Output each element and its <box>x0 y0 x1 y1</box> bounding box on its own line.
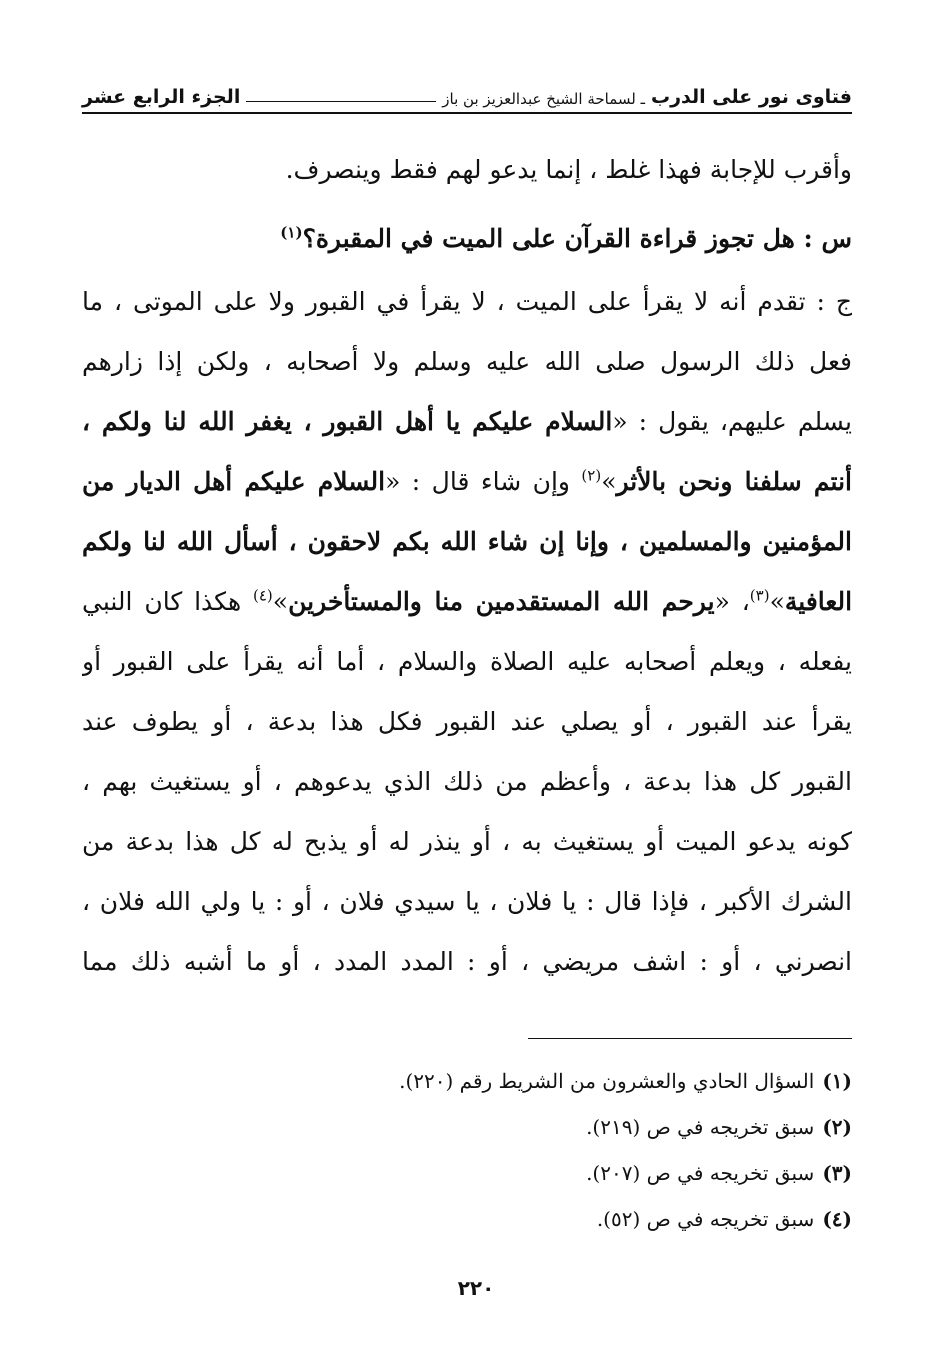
hadith-quote: يرحم الله المستقدمين منا والمستأخرين <box>288 587 715 616</box>
quote-close: » <box>769 587 785 616</box>
text-line <box>82 512 852 572</box>
hadith-quote: المؤمنين والمسلمين ، وإنا إن شاء الله بكم لاحقون ، أسأل الله لنا ولكم <box>82 527 852 556</box>
footnote-number: (٤) <box>822 1207 852 1231</box>
footnotes <box>82 1058 852 1242</box>
text-line <box>82 572 852 632</box>
author-name: ـ لسماحة الشيخ عبدالعزيز بن باز <box>442 90 645 108</box>
text-line: ج : تقدم أنه لا يقرأ على الميت ، لا يقرأ في القبور ولا على الموتى ، ما <box>82 287 852 316</box>
book-title: فتاوى نور على الدرب <box>651 86 852 108</box>
main-text <box>82 140 852 992</box>
footnote-number: (٣) <box>822 1161 852 1185</box>
footnote-text: السؤال الحادي والعشرون من الشريط رقم (٢٢٠). <box>399 1069 815 1093</box>
text-segment: هكذا كان النبي <box>82 587 253 616</box>
hadith-quote: السلام عليكم أهل الديار من <box>82 467 386 496</box>
text-segment: يسلم عليهم، يقول : « <box>612 407 852 436</box>
footnote-ref: (٤) <box>253 586 273 605</box>
question-text: س : هل تجوز قراءة القرآن على الميت في المقبرة؟ <box>302 224 852 253</box>
text-line <box>82 392 852 452</box>
text-segment: ، « <box>714 587 750 616</box>
text-line: انصرني ، أو : اشف مريضي ، أو : المدد المدد ، أو ما أشبه ذلك مما <box>82 947 852 976</box>
part-title: الجزء الرابع عشر <box>82 86 241 108</box>
footnote-item <box>82 1104 852 1150</box>
page-number: ٢٢٠ <box>457 1276 495 1300</box>
text-line: كونه يدعو الميت أو يستغيث به ، أو ينذر له أو يذبح له كل هذا بدعة من <box>82 827 852 856</box>
text-line: القبور كل هذا بدعة ، وأعظم من ذلك الذي يدعوهم ، أو يستغيث بهم ، <box>82 767 852 796</box>
footnote-ref: (٣) <box>749 586 770 605</box>
running-header <box>82 74 852 114</box>
footnote-text: سبق تخريجه في ص (٢١٩). <box>586 1115 815 1139</box>
footnote-number: (١) <box>822 1069 852 1093</box>
hadith-quote: أنتم سلفنا ونحن بالأثر <box>616 467 852 496</box>
footnote-item <box>82 1058 852 1104</box>
text-line: وأقرب للإجابة فهذا غلط ، إنما يدعو لهم فقط وينصرف. <box>285 155 852 184</box>
header-rule <box>246 101 436 102</box>
footnote-separator <box>528 1038 852 1039</box>
footnote-text: سبق تخريجه في ص (٢٠٧). <box>586 1161 815 1185</box>
question-line <box>82 206 852 272</box>
text-line: يفعله ، ويعلم أصحابه عليه الصلاة والسلام ، أما أنه يقرأ على القبور أو <box>82 647 852 676</box>
text-line: الشرك الأكبر ، فإذا قال : يا فلان ، يا سيدي فلان ، أو : يا ولي الله فلان ، <box>82 887 852 916</box>
footnote-item <box>82 1150 852 1196</box>
footnote-ref: (٢) <box>581 466 602 485</box>
hadith-quote: السلام عليكم يا أهل القبور ، يغفر الله لنا ولكم ، <box>82 407 613 436</box>
text-line: يقرأ عند القبور ، أو يصلي عند القبور فكل هذا بدعة ، أو يطوف عند <box>82 707 852 736</box>
footnote-text: سبق تخريجه في ص (٥٢). <box>596 1207 815 1231</box>
quote-close: » <box>601 467 617 496</box>
text-line <box>82 452 852 512</box>
text-segment: وإن شاء قال : « <box>385 467 582 496</box>
text-line: فعل ذلك الرسول صلى الله عليه وسلم ولا أصحابه ، ولكن إذا زارهم <box>82 347 852 376</box>
footnote-number: (٢) <box>822 1115 852 1139</box>
footnote-ref: (١) <box>280 223 303 242</box>
header-right-group <box>442 86 852 108</box>
quote-close: » <box>272 587 289 616</box>
hadith-quote: العافية <box>784 587 852 616</box>
footnote-item <box>82 1196 852 1242</box>
